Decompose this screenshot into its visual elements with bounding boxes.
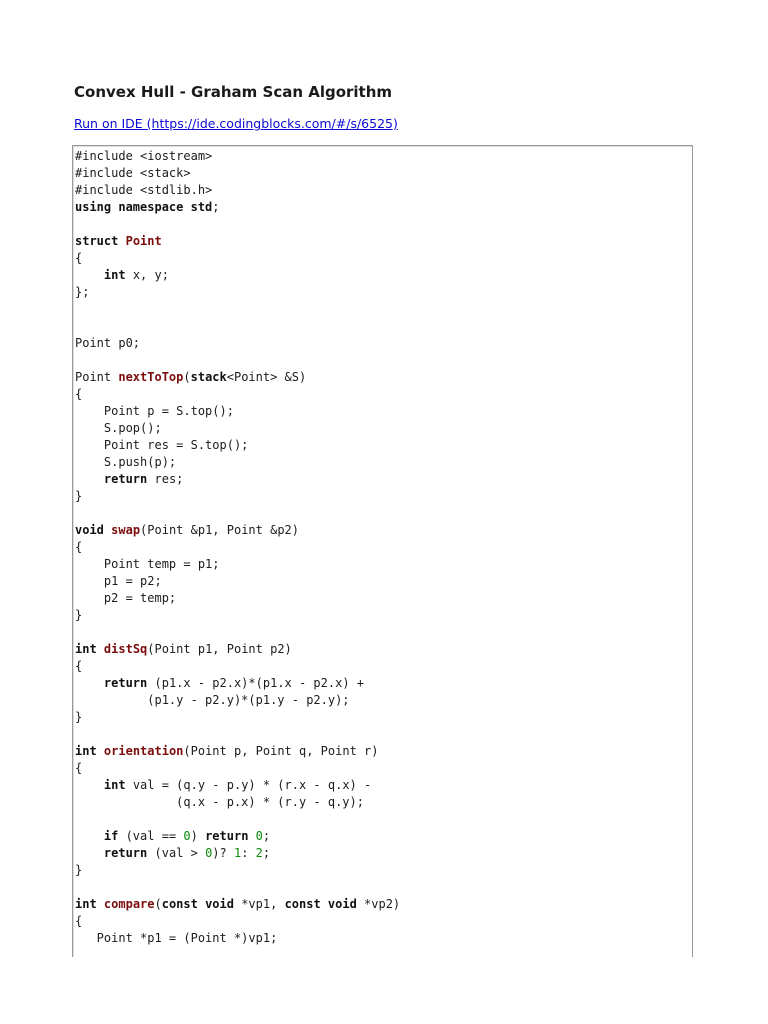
- code-line: [75, 148, 692, 165]
- code-keyword: return: [103, 846, 148, 860]
- run-on-ide-link[interactable]: Run on IDE (https://ide.codingblocks.com/#/s/6525): [74, 116, 398, 131]
- code-text: res;: [147, 472, 184, 486]
- code-number-literal: 1: [233, 846, 242, 860]
- code-keyword: int: [75, 744, 97, 758]
- code-text: ;: [262, 829, 271, 843]
- code-line: [75, 267, 692, 284]
- code-identifier: nextToTop: [118, 370, 184, 384]
- code-text: S.pop();: [75, 421, 162, 435]
- code-text: ;: [262, 846, 271, 860]
- code-line: [75, 726, 692, 743]
- code-text: [118, 234, 125, 248]
- code-line: [75, 658, 692, 675]
- code-text: )?: [212, 846, 234, 860]
- code-text: (p1.y - p2.y)*(p1.y - p2.y);: [75, 693, 350, 707]
- code-line: [75, 352, 692, 369]
- code-text: #include <stdlib.h>: [75, 183, 213, 197]
- code-text: [75, 268, 104, 282]
- code-line: [75, 709, 692, 726]
- code-text: Point *p1 = (Point *)vp1;: [75, 931, 278, 945]
- code-keyword: return: [103, 472, 148, 486]
- code-text: {: [75, 659, 83, 673]
- code-text: {: [75, 251, 83, 265]
- code-text: *vp2): [356, 897, 401, 911]
- code-identifier: Point: [125, 234, 162, 248]
- code-text: #include <iostream>: [75, 149, 213, 163]
- code-line: [75, 828, 692, 845]
- code-keyword: int: [103, 778, 126, 792]
- code-line: [75, 369, 692, 386]
- code-text: Point p0;: [75, 336, 141, 350]
- code-text: (val ==: [118, 829, 184, 843]
- code-line: [75, 233, 692, 250]
- code-identifier: distSq: [103, 642, 148, 656]
- code-line: [75, 641, 692, 658]
- code-text: (Point p1, Point p2): [147, 642, 292, 656]
- code-text: [75, 472, 104, 486]
- code-text: };: [75, 285, 90, 299]
- code-line: [75, 301, 692, 318]
- code-text: ): [190, 829, 206, 843]
- code-line: [75, 624, 692, 641]
- code-text: (val >: [147, 846, 206, 860]
- code-text: (q.x - p.x) * (r.y - q.y);: [75, 795, 364, 809]
- code-text: Point temp = p1;: [75, 557, 220, 571]
- code-keyword: if: [103, 829, 119, 843]
- code-keyword: struct: [75, 234, 119, 248]
- code-text: [97, 642, 104, 656]
- code-line: [75, 760, 692, 777]
- code-line: [75, 403, 692, 420]
- code-line: [75, 573, 692, 590]
- code-line: [75, 165, 692, 182]
- code-line: [75, 335, 692, 352]
- code-text: {: [75, 761, 83, 775]
- code-text: *vp1,: [233, 897, 285, 911]
- code-line: [75, 930, 692, 947]
- code-keyword: return: [205, 829, 249, 843]
- code-keyword: return: [103, 676, 148, 690]
- code-text: #include <stack>: [75, 166, 191, 180]
- code-keyword: const void: [284, 897, 357, 911]
- code-line: [75, 607, 692, 624]
- code-text: [75, 778, 104, 792]
- code-line: [75, 454, 692, 471]
- code-identifier: swap: [111, 523, 141, 537]
- page-title: Convex Hull - Graham Scan Algorithm: [74, 83, 393, 101]
- code-line: [75, 471, 692, 488]
- code-text: }: [75, 863, 83, 877]
- code-text: {: [75, 914, 83, 928]
- code-text: }: [75, 710, 83, 724]
- code-text: Point: [75, 370, 119, 384]
- code-line: [75, 199, 692, 216]
- code-keyword: int: [103, 268, 126, 282]
- code-number-literal: 0: [255, 829, 263, 843]
- code-text: (p1.x - p2.x)*(p1.x - p2.x) +: [147, 676, 365, 690]
- code-text: Point res = S.top();: [75, 438, 249, 452]
- code-text: :: [241, 846, 256, 860]
- code-keyword: int: [75, 897, 97, 911]
- code-line: [75, 743, 692, 760]
- code-line: [75, 845, 692, 862]
- code-text: }: [75, 608, 83, 622]
- code-line: [75, 896, 692, 913]
- code-line: [75, 794, 692, 811]
- code-keyword: const void: [161, 897, 234, 911]
- code-text: val = (q.y - p.y) * (r.x - q.x) -: [125, 778, 372, 792]
- code-identifier: compare: [103, 897, 155, 911]
- code-line: [75, 505, 692, 522]
- code-text: {: [75, 540, 83, 554]
- code-text: {: [75, 387, 83, 401]
- code-identifier: orientation: [103, 744, 184, 758]
- code-text: p1 = p2;: [75, 574, 162, 588]
- code-line: [75, 522, 692, 539]
- code-keyword: int: [75, 642, 97, 656]
- code-line: [75, 590, 692, 607]
- code-line: [75, 386, 692, 403]
- code-text: p2 = temp;: [75, 591, 177, 605]
- code-line: [75, 692, 692, 709]
- code-line: [75, 539, 692, 556]
- code-text: }: [75, 489, 83, 503]
- code-line: [75, 250, 692, 267]
- code-line: [75, 777, 692, 794]
- code-text: Point p = S.top();: [75, 404, 234, 418]
- code-text: [97, 897, 104, 911]
- code-number-literal: 0: [183, 829, 191, 843]
- code-text: S.push(p);: [75, 455, 177, 469]
- code-text: <Point> &S): [226, 370, 307, 384]
- code-text: [248, 829, 255, 843]
- code-line: [75, 488, 692, 505]
- code-line: [75, 556, 692, 573]
- code-line: [75, 420, 692, 437]
- code-text: (: [183, 370, 191, 384]
- code-text: (Point &p1, Point &p2): [140, 523, 299, 537]
- code-text: [75, 846, 104, 860]
- code-line: [75, 879, 692, 896]
- code-number-literal: 2: [255, 846, 263, 860]
- code-text: (Point p, Point q, Point r): [183, 744, 379, 758]
- code-line: [75, 913, 692, 930]
- code-keyword: stack: [190, 370, 227, 384]
- code-content: [75, 148, 692, 947]
- code-text: (: [154, 897, 162, 911]
- code-line: [75, 216, 692, 233]
- code-line: [75, 182, 692, 199]
- code-keyword: using namespace std: [75, 200, 213, 214]
- code-line: [75, 437, 692, 454]
- code-number-literal: 0: [205, 846, 213, 860]
- code-text: [75, 829, 104, 843]
- code-keyword: void: [75, 523, 104, 537]
- code-line: [75, 862, 692, 879]
- code-line: [75, 811, 692, 828]
- code-block: [72, 145, 693, 957]
- code-text: [75, 676, 104, 690]
- code-text: ;: [212, 200, 220, 214]
- code-line: [75, 318, 692, 335]
- code-text: x, y;: [125, 268, 169, 282]
- code-text: [97, 744, 104, 758]
- code-line: [75, 284, 692, 301]
- code-line: [75, 675, 692, 692]
